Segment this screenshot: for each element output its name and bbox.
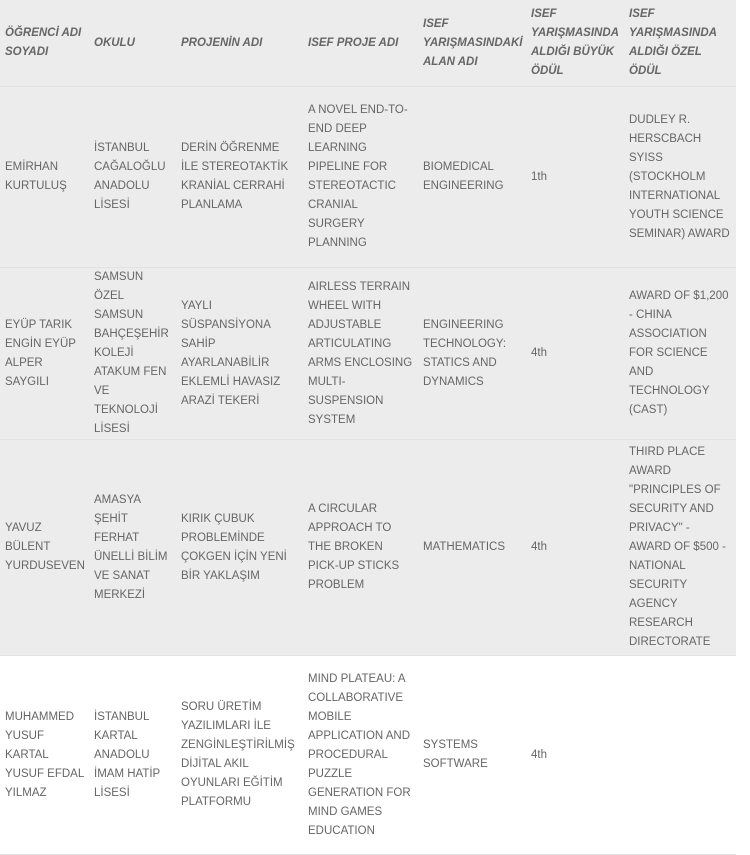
special-award: DUDLEY R. HERSCBACH SYISS (STOCKHOLM INTERNATIONAL YOUTH SCIENCE SEMINAR) AWARD [624, 87, 736, 268]
isef-project-name: A CIRCULAR APPROACH TO THE BROKEN PICK-UP STICKS PROBLEM [303, 440, 418, 656]
student-names: MUHAMMED YUSUF KARTAL YUSUF EFDAL YILMAZ [0, 656, 89, 855]
special-award [624, 656, 736, 855]
special-award: AWARD OF $1,200 - CHINA ASSOCIATION FOR SCIENCE AND TECHNOLOGY (CAST) [624, 268, 736, 440]
isef-category: BIOMEDICAL ENGINEERING [418, 87, 526, 268]
header-school: OKULU [89, 0, 176, 87]
isef-category: MATHEMATICS [418, 440, 526, 656]
table-row [0, 440, 736, 656]
header-row [0, 0, 736, 87]
isef-category: ENGINEERING TECHNOLOGY: STATICS AND DYNAMICS [418, 268, 526, 440]
student-names: EYÜP TARIK ENGİN EYÜP ALPER SAYGILI [0, 268, 89, 440]
school-name: AMASYA ŞEHİT FERHAT ÜNELLİ BİLİM VE SANAT MERKEZİ [89, 440, 176, 656]
table-row [0, 87, 736, 268]
header-student-name: ÖĞRENCİ ADI SOYADI [0, 0, 89, 87]
header-project-name: PROJENİN ADI [176, 0, 303, 87]
school-name: SAMSUN ÖZEL SAMSUN BAHÇEŞEHİR KOLEJİ ATAKUM FEN VE TEKNOLOJİ LİSESİ [89, 268, 176, 440]
isef-project-name: AIRLESS TERRAIN WHEEL WITH ADJUSTABLE ARTICULATING ARMS ENCLOSING MULTI-SUSPENSION SYSTEM [303, 268, 418, 440]
header-isef-category: ISEF YARIŞMASINDAKİ ALAN ADI [418, 0, 526, 87]
table-row [0, 656, 736, 855]
table-row [0, 268, 736, 440]
project-name: YAYLI SÜSPANSİYONA SAHİP AYARLANABİLİR EKLEMLİ HAVASIZ ARAZİ TEKERİ [176, 268, 303, 440]
isef-project-name: MIND PLATEAU: A COLLABORATIVE MOBILE APPLICATION AND PROCEDURAL PUZZLE GENERATION FOR MIND GAMES EDUCATION [303, 656, 418, 855]
header-grand-award: ISEF YARIŞMASINDA ALDIĞI BÜYÜK ÖDÜL [526, 0, 624, 87]
grand-award: 4th [526, 656, 624, 855]
project-name: KIRIK ÇUBUK PROBLEMİNDE ÇOKGEN İÇİN YENİ BİR YAKLAŞIM [176, 440, 303, 656]
school-name: İSTANBUL KARTAL ANADOLU İMAM HATİP LİSESİ [89, 656, 176, 855]
special-award: THIRD PLACE AWARD "PRINCIPLES OF SECURITY AND PRIVACY" - AWARD OF $500 - NATIONAL SECURITY AGENCY RESEARCH DIRECTORATE [624, 440, 736, 656]
isef-category: SYSTEMS SOFTWARE [418, 656, 526, 855]
table-body [0, 87, 736, 855]
grand-award: 1th [526, 87, 624, 268]
project-name: DERİN ÖĞRENME İLE STEREOTAKTİK KRANİAL CERRAHİ PLANLAMA [176, 87, 303, 268]
student-names: YAVUZ BÜLENT YURDUSEVEN [0, 440, 89, 656]
student-names: EMİRHAN KURTULUŞ [0, 87, 89, 268]
header-isef-project-name: ISEF PROJE ADI [303, 0, 418, 87]
project-name: SORU ÜRETİM YAZILIMLARI İLE ZENGİNLEŞTİRİLMİŞ DİJİTAL AKIL OYUNLARI EĞİTİM PLATFORMU [176, 656, 303, 855]
isef-project-name: A NOVEL END-TO-END DEEP LEARNING PIPELINE FOR STEREOTACTIC CRANIAL SURGERY PLANNING [303, 87, 418, 268]
table-header [0, 0, 736, 87]
header-special-award: ISEF YARIŞMASINDA ALDIĞI ÖZEL ÖDÜL [624, 0, 736, 87]
grand-award: 4th [526, 268, 624, 440]
school-name: İSTANBUL CAĞALOĞLU ANADOLU LİSESİ [89, 87, 176, 268]
grand-award: 4th [526, 440, 624, 656]
